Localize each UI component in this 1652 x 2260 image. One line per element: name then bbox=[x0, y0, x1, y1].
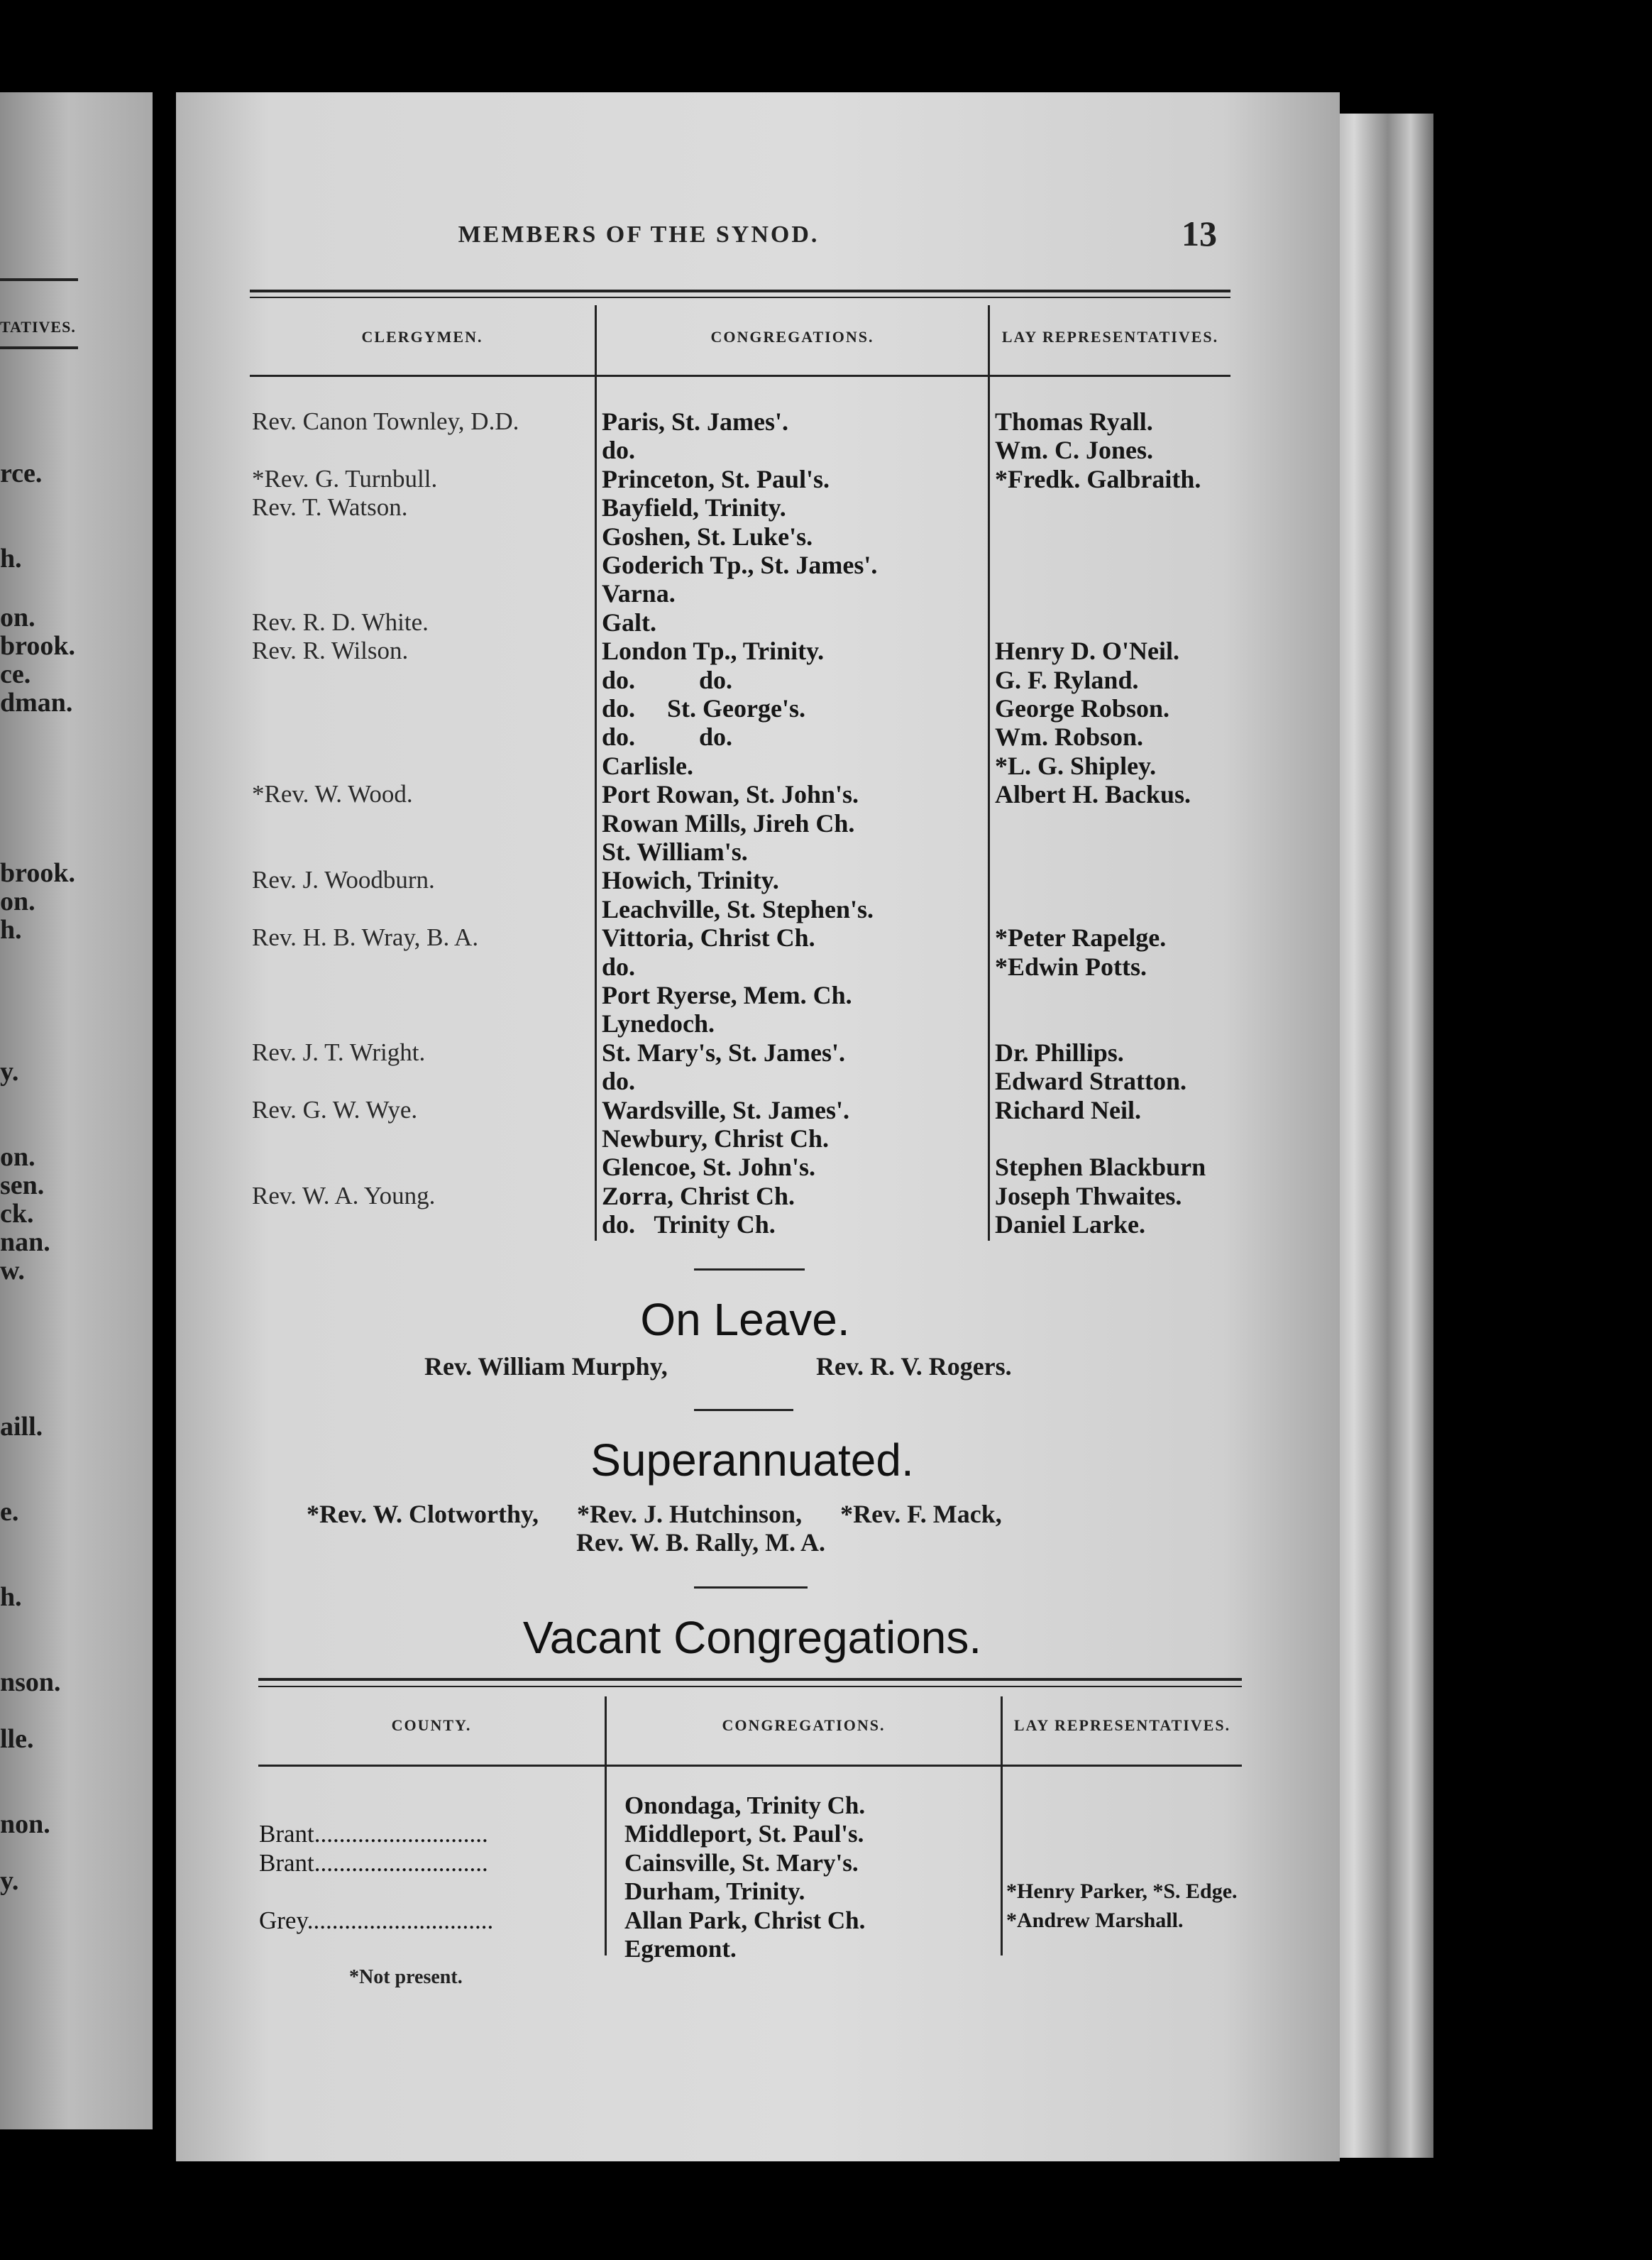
table-header-rule bbox=[250, 375, 1230, 377]
congregation-cell: do. do. bbox=[602, 723, 733, 751]
on-leave-name: Rev. William Murphy, bbox=[424, 1352, 668, 1381]
congregation-cell: do. St. George's. bbox=[602, 694, 805, 723]
county-cell: Brant............................ bbox=[259, 1849, 488, 1877]
superannuated-line: *Rev. W. Clotworthy, *Rev. J. Hutchinson, *Rev. F. Mack, bbox=[307, 1500, 1002, 1528]
column-header-clergymen: CLERGYMEN. bbox=[361, 328, 483, 346]
left-page-rule bbox=[0, 278, 78, 281]
lay-representative-cell: *Peter Rapelge. bbox=[995, 923, 1167, 952]
lay-representative-cell: Daniel Larke. bbox=[995, 1210, 1145, 1239]
left-page-fragment: ce. bbox=[0, 659, 31, 689]
left-page-fragment: brook. bbox=[0, 631, 75, 661]
congregation-cell: Bayfield, Trinity. bbox=[602, 493, 786, 522]
table-top-rule-thin bbox=[250, 297, 1230, 298]
left-page-fragment: dman. bbox=[0, 688, 73, 718]
clergyman-cell: Rev. W. A. Young. bbox=[252, 1182, 436, 1209]
congregation-cell: Allan Park, Christ Ch. bbox=[624, 1907, 866, 1934]
section-rule bbox=[694, 1586, 808, 1589]
lay-representative-cell: Thomas Ryall. bbox=[995, 407, 1153, 436]
left-page-fragment: h. bbox=[0, 915, 22, 945]
left-page-fragment: h. bbox=[0, 1582, 22, 1612]
left-page-fragment: w. bbox=[0, 1256, 25, 1285]
congregation-cell: St. William's. bbox=[602, 838, 748, 866]
congregation-cell: Rowan Mills, Jireh Ch. bbox=[602, 809, 855, 838]
lay-representative-cell: *Andrew Marshall. bbox=[1006, 1909, 1184, 1932]
congregation-cell: Varna. bbox=[602, 579, 676, 608]
congregation-cell: Glencoe, St. John's. bbox=[602, 1153, 816, 1181]
lay-representative-cell: Dr. Phillips. bbox=[995, 1038, 1124, 1067]
column-divider bbox=[988, 305, 990, 1241]
lay-representative-cell: Albert H. Backus. bbox=[995, 780, 1191, 808]
clergyman-cell: Rev. G. W. Wye. bbox=[252, 1096, 418, 1124]
congregation-cell: Port Rowan, St. John's. bbox=[602, 780, 859, 808]
left-page-fragment: y. bbox=[0, 1057, 19, 1087]
left-page-fragment: e. bbox=[0, 1497, 19, 1527]
table-top-rule bbox=[250, 290, 1230, 292]
column-header-congregations: CONGREGATIONS. bbox=[722, 1716, 886, 1734]
congregation-cell: Carlisle. bbox=[602, 752, 693, 780]
lay-representative-cell: Joseph Thwaites. bbox=[995, 1182, 1182, 1210]
clergyman-cell: Rev. J. Woodburn. bbox=[252, 866, 435, 894]
column-header-county: COUNTY. bbox=[391, 1716, 472, 1734]
county-cell: Brant............................ bbox=[259, 1820, 488, 1848]
congregation-cell: St. Mary's, St. James'. bbox=[602, 1038, 845, 1067]
congregation-cell: London Tp., Trinity. bbox=[602, 637, 825, 665]
clergyman-cell: *Rev. G. Turnbull. bbox=[252, 465, 438, 493]
clergyman-cell: Rev. J. T. Wright. bbox=[252, 1038, 426, 1066]
vacant-table-header-rule bbox=[258, 1765, 1242, 1767]
lay-representative-cell: Richard Neil. bbox=[995, 1096, 1141, 1124]
clergyman-cell: Rev. H. B. Wray, B. A. bbox=[252, 923, 479, 951]
congregation-cell: Howich, Trinity. bbox=[602, 866, 779, 894]
lay-representative-cell: *Fredk. Galbraith. bbox=[995, 465, 1201, 493]
left-page-fragment: rce. bbox=[0, 459, 43, 488]
lay-representative-cell: *Edwin Potts. bbox=[995, 953, 1147, 981]
lay-representative-cell: Wm. Robson. bbox=[995, 723, 1144, 751]
congregation-cell: do. Trinity Ch. bbox=[602, 1210, 776, 1239]
left-page-fragment: brook. bbox=[0, 858, 75, 888]
left-page-fragment: aill. bbox=[0, 1412, 43, 1442]
column-divider bbox=[1001, 1696, 1003, 1955]
lay-representative-cell: Wm. C. Jones. bbox=[995, 436, 1153, 464]
left-page-fragment: nson. bbox=[0, 1667, 61, 1697]
vacant-table-top-rule-thin bbox=[258, 1686, 1242, 1687]
congregation-cell: Vittoria, Christ Ch. bbox=[602, 923, 815, 952]
on-leave-title: On Leave. bbox=[640, 1294, 850, 1345]
lay-representative-cell: George Robson. bbox=[995, 694, 1169, 723]
lay-representative-cell: G. F. Ryland. bbox=[995, 666, 1139, 694]
left-page-fragment: ck. bbox=[0, 1199, 34, 1229]
running-head: MEMBERS OF THE SYNOD. bbox=[458, 221, 820, 248]
left-page-fragment: sen. bbox=[0, 1170, 45, 1200]
lay-representative-cell: Edward Stratton. bbox=[995, 1067, 1187, 1095]
congregation-cell: Goderich Tp., St. James'. bbox=[602, 551, 878, 579]
county-cell: Grey.............................. bbox=[259, 1907, 494, 1934]
left-page-fragment: y. bbox=[0, 1866, 19, 1896]
congregation-cell: Port Ryerse, Mem. Ch. bbox=[602, 981, 852, 1009]
footnote: *Not present. bbox=[349, 1966, 463, 1988]
column-divider bbox=[605, 1696, 607, 1955]
clergyman-cell: *Rev. W. Wood. bbox=[252, 780, 413, 808]
left-page-fragment: non. bbox=[0, 1809, 50, 1839]
section-rule bbox=[694, 1409, 793, 1411]
congregation-cell: Princeton, St. Paul's. bbox=[602, 465, 830, 493]
congregation-cell: Cainsville, St. Mary's. bbox=[624, 1849, 859, 1877]
column-header-lay-representatives: LAY REPRESENTATIVES. bbox=[1001, 328, 1219, 346]
superannuated-title: Superannuated. bbox=[590, 1435, 914, 1486]
congregation-cell: Onondaga, Trinity Ch. bbox=[624, 1792, 866, 1819]
congregation-cell: Egremont. bbox=[624, 1935, 737, 1963]
vacant-table-top-rule bbox=[258, 1678, 1242, 1681]
column-header-lay-representatives: LAY REPRESENTATIVES. bbox=[1013, 1716, 1231, 1734]
lay-representative-cell: Henry D. O'Neil. bbox=[995, 637, 1179, 665]
congregation-cell: Galt. bbox=[602, 608, 656, 637]
clergyman-cell: Rev. R. Wilson. bbox=[252, 637, 409, 664]
left-page-fragment: h. bbox=[0, 544, 22, 574]
left-page-header-fragment: TATIVES. bbox=[0, 318, 76, 336]
vacant-congregations-title: Vacant Congregations. bbox=[522, 1612, 982, 1663]
clergyman-cell: Rev. T. Watson. bbox=[252, 493, 408, 521]
left-page-fragment: on. bbox=[0, 1142, 35, 1172]
congregation-cell: Lynedoch. bbox=[602, 1009, 715, 1038]
left-page-fragment: on. bbox=[0, 887, 35, 916]
column-divider bbox=[595, 305, 597, 1241]
left-page-fragment: on. bbox=[0, 603, 35, 632]
clergyman-cell: Rev. Canon Townley, D.D. bbox=[252, 407, 519, 435]
left-page-fragment: lle. bbox=[0, 1724, 34, 1754]
section-rule bbox=[694, 1268, 805, 1271]
congregation-cell: Leachville, St. Stephen's. bbox=[602, 895, 874, 923]
congregation-cell: do. bbox=[602, 953, 636, 981]
left-page-rule bbox=[0, 346, 78, 349]
left-page-fragment: nan. bbox=[0, 1227, 50, 1257]
congregation-cell: do. bbox=[602, 436, 636, 464]
congregation-cell: Middleport, St. Paul's. bbox=[624, 1820, 864, 1848]
congregation-cell: Goshen, St. Luke's. bbox=[602, 522, 813, 551]
left-facing-page bbox=[0, 92, 153, 2129]
superannuated-line: Rev. W. B. Rally, M. A. bbox=[576, 1528, 826, 1557]
congregation-cell: do. bbox=[602, 1067, 636, 1095]
congregation-cell: Durham, Trinity. bbox=[624, 1877, 805, 1905]
page-number: 13 bbox=[1182, 214, 1217, 253]
congregation-cell: Zorra, Christ Ch. bbox=[602, 1182, 795, 1210]
clergyman-cell: Rev. R. D. White. bbox=[252, 608, 429, 636]
lay-representative-cell: *L. G. Shipley. bbox=[995, 752, 1157, 780]
congregation-cell: do. do. bbox=[602, 666, 733, 694]
lay-representative-cell: *Henry Parker, *S. Edge. bbox=[1006, 1880, 1238, 1903]
on-leave-name: Rev. R. V. Rogers. bbox=[816, 1352, 1012, 1381]
column-header-congregations: CONGREGATIONS. bbox=[710, 328, 874, 346]
congregation-cell: Paris, St. James'. bbox=[602, 407, 788, 436]
lay-representative-cell: Stephen Blackburn bbox=[995, 1153, 1206, 1181]
congregation-cell: Newbury, Christ Ch. bbox=[602, 1124, 830, 1153]
congregation-cell: Wardsville, St. James'. bbox=[602, 1096, 849, 1124]
